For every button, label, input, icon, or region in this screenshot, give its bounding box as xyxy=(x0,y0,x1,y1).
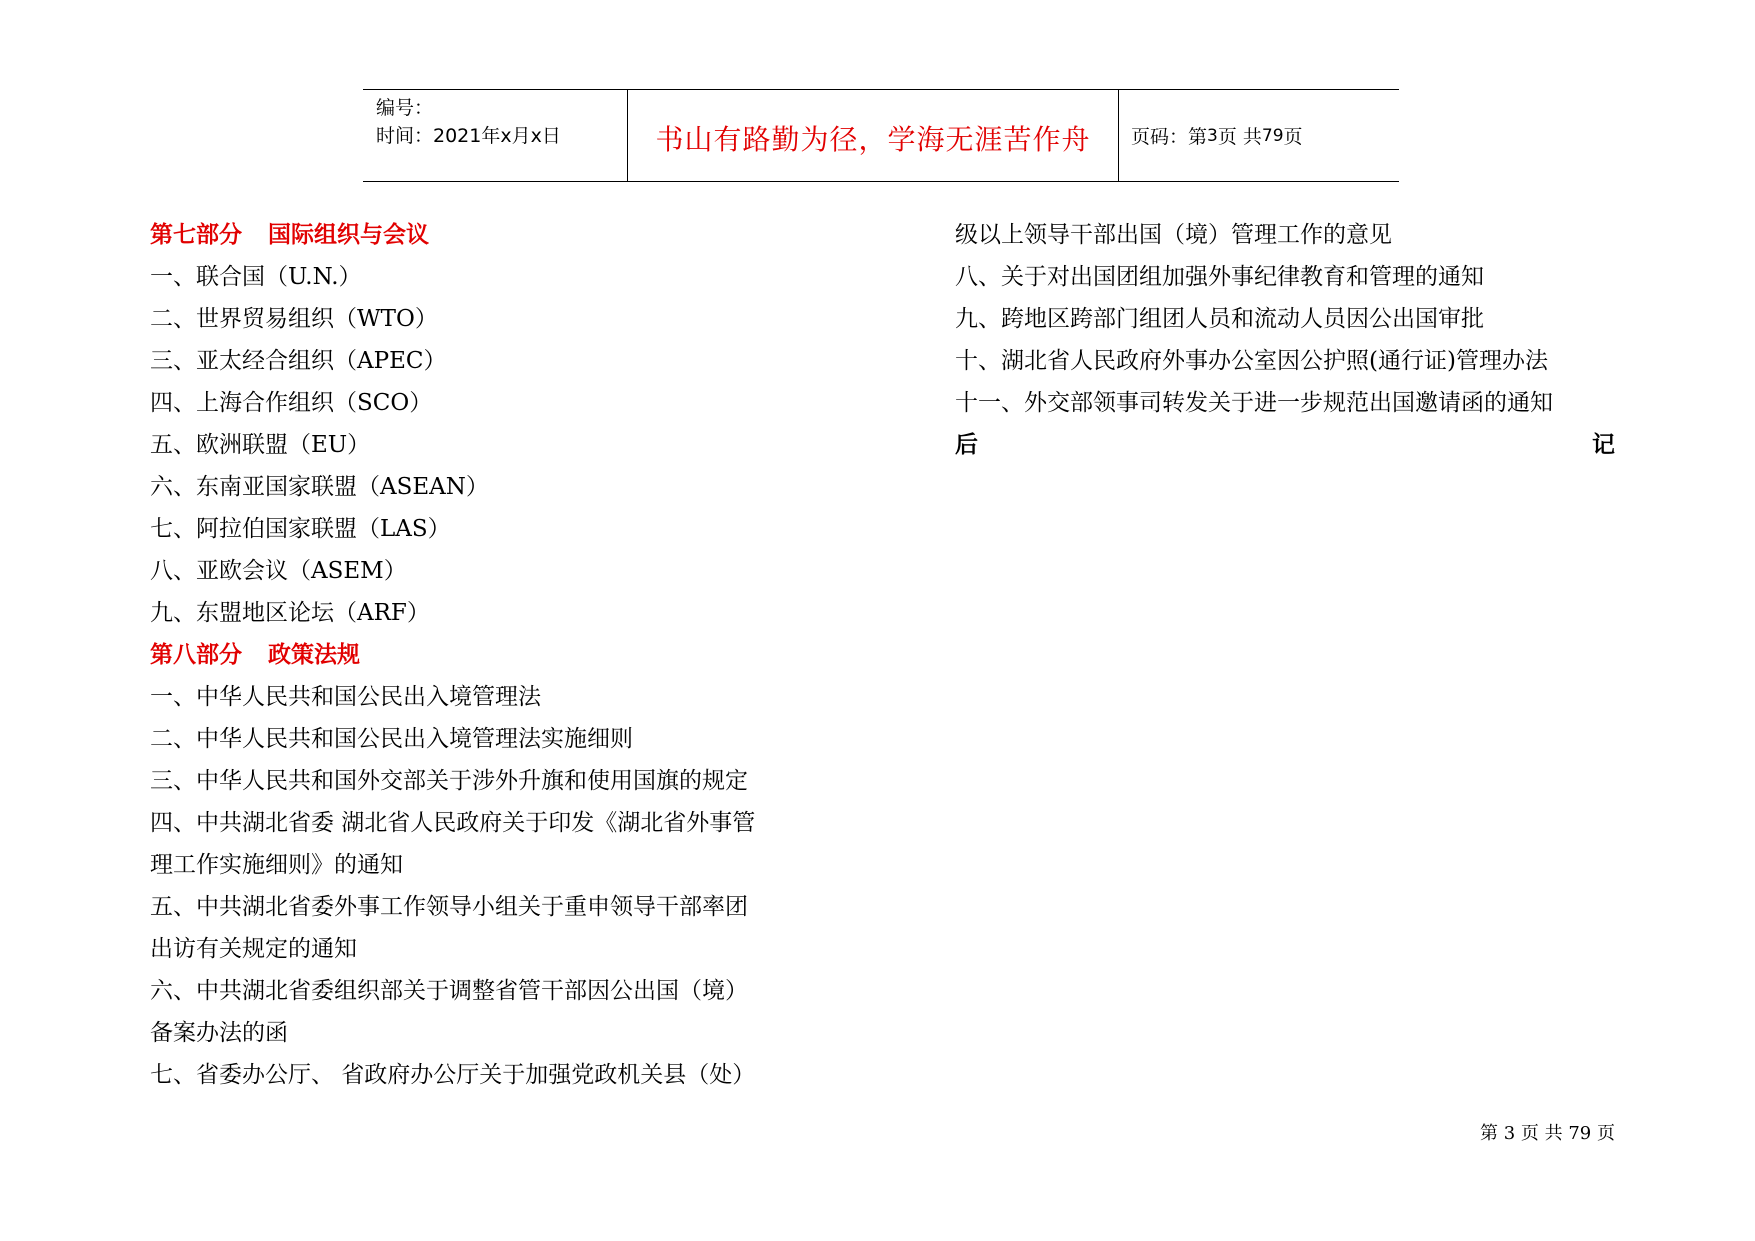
page-label-suffix: 页 xyxy=(1283,126,1303,148)
toc-entry: 八、关于对出国团组加强外事纪律教育和管理的通知 xyxy=(955,264,1484,290)
toc-entry: 六、中共湖北省委组织部关于调整省管干部因公出国（境） xyxy=(150,978,748,1004)
section-heading xyxy=(150,214,820,256)
right-column xyxy=(955,214,1615,466)
toc-entry: 十一、外交部领事司转发关于进一步规范出国邀请函的通知 xyxy=(955,390,1553,416)
toc-entry: 七、阿拉伯国家联盟（LAS） xyxy=(150,516,451,542)
afterword-heading xyxy=(955,424,1615,466)
toc-entry: 三、中华人民共和国外交部关于涉外升旗和使用国旗的规定 xyxy=(150,768,748,794)
document-header xyxy=(363,89,1399,182)
header-meta-cell xyxy=(363,90,628,181)
number-label: 编号： xyxy=(376,97,434,119)
page-label-prefix: 页码：第 xyxy=(1131,126,1208,148)
left-column xyxy=(150,214,820,1096)
footer-prefix: 第 xyxy=(1479,1123,1498,1144)
header-page-cell xyxy=(1119,90,1399,181)
toc-entry: 出访有关规定的通知 xyxy=(150,936,357,962)
toc-entry: 九、跨地区跨部门组团人员和流动人员因公出国审批 xyxy=(955,306,1484,332)
footer-total: 79 xyxy=(1568,1123,1592,1144)
toc-entry: 二、中华人民共和国公民出入境管理法实施细则 xyxy=(150,726,633,752)
section-title: 国际组织与会议 xyxy=(268,222,429,248)
afterword-last-char: 记 xyxy=(1592,432,1615,458)
toc-entry: 一、中华人民共和国公民出入境管理法 xyxy=(150,684,541,710)
toc-entry: 四、中共湖北省委 湖北省人民政府关于印发《湖北省外事管 xyxy=(150,810,756,836)
footer-suffix: 页 xyxy=(1597,1123,1615,1144)
toc-entry: 七、省委办公厅、 省政府办公厅关于加强党政机关县（处） xyxy=(150,1062,756,1088)
toc-entry: 四、上海合作组织（SCO） xyxy=(150,390,433,416)
toc-entry: 一、联合国（U.N.） xyxy=(150,264,362,290)
toc-entry: 二、世界贸易组织（WTO） xyxy=(150,306,438,332)
toc-entry: 六、东南亚国家联盟（ASEAN） xyxy=(150,474,489,500)
toc-entry: 备案办法的函 xyxy=(150,1020,288,1046)
time-label: 时间：2021年x月x日 xyxy=(376,125,561,147)
section-part-label: 第七部分 xyxy=(150,222,242,248)
toc-entry: 九、东盟地区论坛（ARF） xyxy=(150,600,430,626)
toc-entry: 级以上领导干部出国（境）管理工作的意见 xyxy=(955,222,1392,248)
toc-entry: 五、中共湖北省委外事工作领导小组关于重申领导干部率团 xyxy=(150,894,748,920)
section-heading xyxy=(150,634,820,676)
toc-entry: 三、亚太经合组织（APEC） xyxy=(150,348,447,374)
footer-current: 3 xyxy=(1503,1123,1516,1144)
section-title: 政策法规 xyxy=(268,642,360,668)
page-total: 79 xyxy=(1261,125,1284,146)
afterword-first-char: 后 xyxy=(955,432,978,458)
header-motto-cell xyxy=(628,90,1119,181)
toc-entry: 理工作实施细则》的通知 xyxy=(150,852,403,878)
page-current: 3 xyxy=(1207,125,1218,146)
page-label-mid: 页 共 xyxy=(1217,126,1262,148)
motto-text: 书山有路勤为径，学海无涯苦作舟 xyxy=(655,122,1091,156)
footer-mid: 页 共 xyxy=(1520,1123,1563,1144)
toc-entry: 八、亚欧会议（ASEM） xyxy=(150,558,407,584)
section-part-label: 第八部分 xyxy=(150,642,242,668)
toc-entry: 五、欧洲联盟（EU） xyxy=(150,432,371,458)
toc-entry: 十、湖北省人民政府外事办公室因公护照(通行证)管理办法 xyxy=(955,348,1548,374)
page-footer xyxy=(1480,1119,1615,1145)
